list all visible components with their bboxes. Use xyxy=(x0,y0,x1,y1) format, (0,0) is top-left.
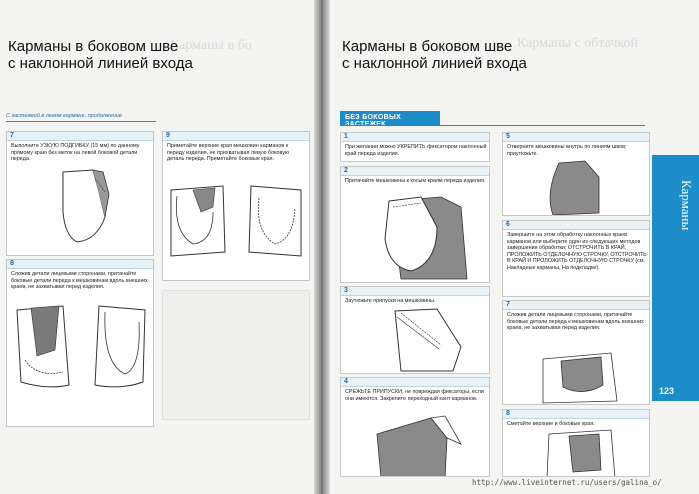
left-page xyxy=(0,0,322,494)
step-number-bar xyxy=(503,221,649,230)
left-page-title-line1: Карманы в боковом шве xyxy=(8,38,179,55)
step-number: 8 xyxy=(10,260,14,267)
step-text: СРЕЖЬТЕ ПРИПУСКИ, не повреждая фиксаторы, если они имеются. Закрепите переходный кант карманов. xyxy=(345,389,484,402)
step-text: Отверните мешковины внутрь по линиям швов; приутюжьте. xyxy=(507,144,627,157)
step-1-panel xyxy=(340,132,490,162)
step-text: Приметайте верхние края мешковин карманов к переду изделия, не прихватывая левую боковую деталь переда. Приметайте боковые края. xyxy=(167,143,289,163)
step-number: 7 xyxy=(10,132,14,139)
step-number: 4 xyxy=(344,378,348,385)
book-gutter xyxy=(314,0,330,494)
page-number: 123 xyxy=(659,386,675,396)
bleed-through-text: Карманы в бо xyxy=(170,38,252,53)
step-number: 6 xyxy=(506,221,510,228)
step-2-panel xyxy=(340,166,490,283)
step-7-illustration xyxy=(503,301,650,405)
step-number: 1 xyxy=(344,133,348,140)
step-number: 7 xyxy=(506,301,510,308)
step-8-panel xyxy=(6,259,154,427)
section-rule xyxy=(340,125,645,126)
right-page-title-line2: с наклонной линией входа xyxy=(342,55,527,72)
right-page-title-line1: Карманы в боковом шве xyxy=(342,38,513,55)
step-text: Сложив детали лицевыми сторонами, притачайте боковые детали переда к мешковинам вдоль внешних краев, не захватывая перед изделия. xyxy=(507,312,644,332)
step-5-illustration xyxy=(503,133,650,216)
step-text: Заутюжьте припуски на мешковины. xyxy=(345,298,436,304)
step-number: 3 xyxy=(344,287,348,294)
step-6-panel xyxy=(502,220,650,297)
step-3-panel xyxy=(340,286,490,374)
right-page xyxy=(322,0,699,494)
section-header: БЕЗ БОКОВЫХ xyxy=(340,111,440,125)
step-number: 5 xyxy=(506,133,510,140)
step-8-illustration xyxy=(7,260,154,427)
step-number-bar xyxy=(341,133,489,142)
step-2-illustration xyxy=(341,167,490,283)
side-tab-label: Карманы xyxy=(679,179,694,231)
step-9-panel xyxy=(162,131,310,281)
step-7-panel-right xyxy=(502,300,650,405)
step-number: 8 xyxy=(506,410,510,417)
subtitle-rule xyxy=(6,121,156,122)
left-page-subtitle: С застежкой в левом кармане, продолжение xyxy=(6,113,122,119)
step-4-panel xyxy=(340,377,490,477)
step-5-panel xyxy=(502,132,650,216)
step-3-illustration xyxy=(341,287,490,374)
step-9-illustration xyxy=(163,132,310,281)
step-text: Сметайте верхние и боковые края. xyxy=(507,421,595,427)
step-text: Притачайте мешковины к косым краям переда изделия. xyxy=(345,178,486,184)
step-4-illustration xyxy=(341,378,490,477)
step-number: 9 xyxy=(166,132,170,139)
step-text: Сложив детали лицевыми сторонами, притачайте боковые детали переда к мешковинам вдоль внешних краев, не захватывая перед изделия. xyxy=(11,271,148,291)
watermark: http://www.liveinternet.ru/users/galina_o/ xyxy=(472,478,662,487)
step-8-panel-right xyxy=(502,409,650,477)
step-number: 2 xyxy=(344,167,348,174)
step-7-panel xyxy=(6,131,154,256)
step-8-illustration xyxy=(503,410,650,477)
bleed-through-figure xyxy=(162,290,310,420)
step-text: При желании можно УКРЕПИТЬ фиксатором наклонный край переда изделия. xyxy=(345,144,487,157)
step-text: Завершите на этом обработку наклонных краев карманов или выберите один из следующих методов завершения обработки: ОТСТРОЧИТЬ В КРАЙ, ПРОЛОЖИТЬ ОТДЕЛОЧНУЮ СТРОЧКУ, ОТСТРОЧИТЬ В КРАЙ И ПРОЛОЖИТЬ ОТДЕЛОЧНУЮ СТРОЧКУ (см. Накладные карманы, На подкладке). xyxy=(507,232,647,271)
step-text: Выполните УЗКУЮ ПОДГИБКУ (15 мм) по данному прямому краю без меток на левой боковой детали переда. xyxy=(11,143,140,163)
left-page-title-line2: с наклонной линией входа xyxy=(8,55,193,72)
bleed-through-text: Карманы с обтачкой xyxy=(517,36,638,51)
step-7-illustration xyxy=(7,132,154,256)
